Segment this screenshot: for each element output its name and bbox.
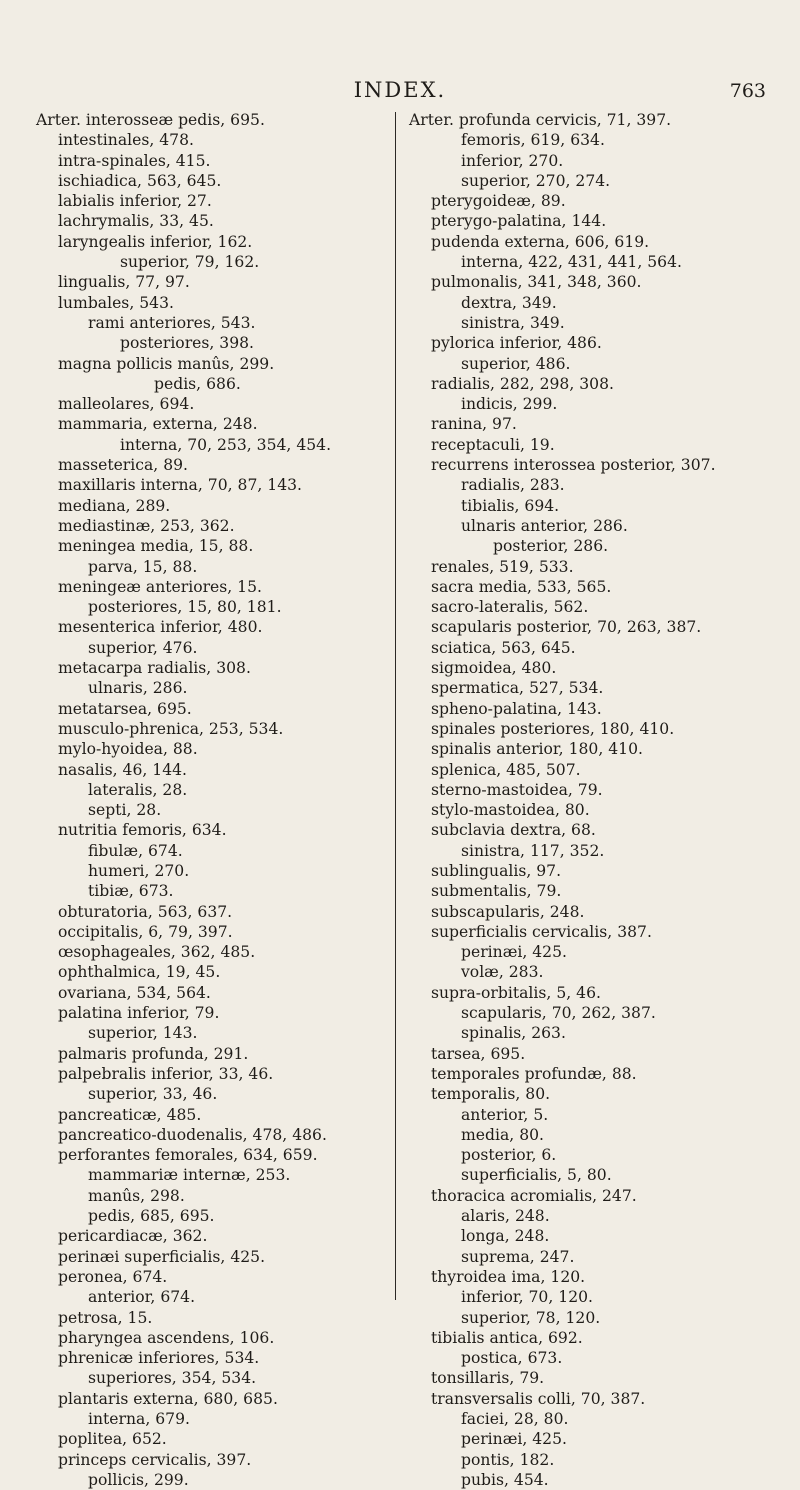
index-entry: interna, 422, 431, 441, 564. [461, 253, 682, 272]
index-entry: volæ, 283. [461, 963, 544, 982]
index-entry: pulmonalis, 341, 348, 360. [431, 273, 642, 292]
index-entry: superficialis cervicalis, 387. [431, 922, 652, 941]
index-entry: thoracica acromialis, 247. [431, 1186, 637, 1205]
index-entry: inferior, 270. [461, 151, 564, 170]
index-entry: petrosa, 15. [58, 1308, 153, 1327]
index-column-right [409, 110, 769, 1490]
index-entry: meningea media, 15, 88. [58, 537, 254, 556]
index-entry: superior, 143. [88, 1024, 198, 1043]
index-entry: posteriores, 398. [120, 334, 255, 353]
index-entry: subclavia dextra, 68. [431, 821, 596, 840]
index-entry: humeri, 270. [88, 861, 190, 880]
index-entry: spinalis anterior, 180, 410. [431, 740, 643, 759]
index-entry: lateralis, 28. [88, 780, 188, 799]
index-entry: recurrens interossea posterior, 307. [431, 456, 716, 475]
index-entry: posterior, 6. [461, 1146, 557, 1165]
index-entry: pterygoideæ, 89. [431, 192, 566, 211]
index-entry: pontis, 182. [461, 1450, 555, 1469]
index-entry: musculo-phrenica, 253, 534. [58, 719, 284, 738]
index-entry: media, 80. [461, 1125, 544, 1144]
column-divider [395, 112, 396, 1300]
index-entry: mylo-hyoidea, 88. [58, 740, 198, 759]
index-entry: radialis, 283. [461, 476, 565, 495]
index-entry: spinales posteriores, 180, 410. [431, 719, 675, 738]
index-entry: superiores, 354, 534. [88, 1369, 257, 1388]
index-column-left [36, 110, 396, 1490]
index-entry: ovariana, 534, 564. [58, 983, 211, 1002]
index-entry: submentalis, 79. [431, 882, 562, 901]
index-entry: alaris, 248. [461, 1207, 550, 1226]
index-entry: mammaria, externa, 248. [58, 415, 258, 434]
index-entry: pancreaticæ, 485. [58, 1105, 202, 1124]
index-entry: manûs, 298. [88, 1186, 185, 1205]
index-entry: maxillaris interna, 70, 87, 143. [58, 476, 303, 495]
index-entry: anterior, 674. [88, 1288, 196, 1307]
index-entry: lingualis, 77, 97. [58, 273, 190, 292]
index-entry: metacarpa radialis, 308. [58, 659, 251, 678]
index-entry: stylo-mastoidea, 80. [431, 801, 590, 820]
index-entry: postica, 673. [461, 1349, 563, 1368]
index-entry: œsophageales, 362, 485. [58, 943, 256, 962]
index-entry: spermatica, 527, 534. [431, 679, 604, 698]
index-entry: sacro-lateralis, 562. [431, 598, 589, 617]
index-entry: sinistra, 117, 352. [461, 841, 605, 860]
index-entry: pedis, 686. [154, 374, 241, 393]
page-header [0, 78, 800, 106]
index-entry: anterior, 5. [461, 1105, 549, 1124]
index-entry: subscapularis, 248. [431, 902, 585, 921]
index-entry: ulnaris anterior, 286. [461, 516, 628, 535]
index-entry: pterygo-palatina, 144. [431, 212, 607, 231]
index-entry: lumbales, 543. [58, 293, 174, 312]
index-entry: tibialis, 694. [461, 496, 560, 515]
index-entry: poplitea, 652. [58, 1430, 167, 1449]
index-entry: tarsea, 695. [431, 1044, 526, 1063]
index-entry: intra-spinales, 415. [58, 151, 211, 170]
index-entry: spheno-palatina, 143. [431, 699, 602, 718]
index-entry: malleolares, 694. [58, 395, 195, 414]
index-entry: tibiæ, 673. [88, 882, 174, 901]
index-entry: perforantes femorales, 634, 659. [58, 1146, 318, 1165]
index-entry: mesenterica inferior, 480. [58, 618, 263, 637]
index-entry: splenica, 485, 507. [431, 760, 581, 779]
index-entry: indicis, 299. [461, 395, 558, 414]
index-entry: superior, 33, 46. [88, 1085, 218, 1104]
index-entry: sacra media, 533, 565. [431, 577, 612, 596]
index-entry: suprema, 247. [461, 1247, 575, 1266]
index-entry: superior, 486. [461, 354, 571, 373]
index-entry: fibulæ, 674. [88, 841, 183, 860]
index-entry: renales, 519, 533. [431, 557, 574, 576]
index-entry: lachrymalis, 33, 45. [58, 212, 214, 231]
index-entry: pudenda externa, 606, 619. [431, 232, 650, 251]
index-entry: sinistra, 349. [461, 313, 565, 332]
index-entry: scapularis, 70, 262, 387. [461, 1004, 656, 1023]
index-entry: perinæi superficialis, 425. [58, 1247, 266, 1266]
index-entry: longa, 248. [461, 1227, 550, 1246]
index-entry: transversalis colli, 70, 387. [431, 1389, 646, 1408]
index-entry: temporalis, 80. [431, 1085, 551, 1104]
index-entry: mammariæ internæ, 253. [88, 1166, 291, 1185]
index-entry: parva, 15, 88. [88, 557, 198, 576]
index-entry: dextra, 349. [461, 293, 557, 312]
index-entry: ulnaris, 286. [88, 679, 188, 698]
index-entry: Arter. interosseæ pedis, 695. [36, 111, 265, 129]
index-entry: superior, 78, 120. [461, 1308, 601, 1327]
index-entry: intestinales, 478. [58, 131, 194, 150]
index-entry: mediana, 289. [58, 496, 171, 515]
index-entry: Arter. profunda cervicis, 71, 397. [409, 111, 672, 129]
index-entry: ischiadica, 563, 645. [58, 171, 222, 190]
index-entry: supra-orbitalis, 5, 46. [431, 983, 601, 1002]
index-entry: sigmoidea, 480. [431, 659, 557, 678]
index-entry: superficialis, 5, 80. [461, 1166, 612, 1185]
index-entry: superior, 270, 274. [461, 171, 611, 190]
index-entry: spinalis, 263. [461, 1024, 566, 1043]
index-entry: ranina, 97. [431, 415, 517, 434]
index-entry: radialis, 282, 298, 308. [431, 374, 614, 393]
index-entry: pubis, 454. [461, 1470, 549, 1489]
index-entry: palpebralis inferior, 33, 46. [58, 1064, 274, 1083]
index-entry: rami anteriores, 543. [88, 313, 256, 332]
index-entry: temporales profundæ, 88. [431, 1064, 637, 1083]
index-entry: tonsillaris, 79. [431, 1369, 545, 1388]
index-entry: pylorica inferior, 486. [431, 334, 602, 353]
index-entry: posterior, 286. [493, 537, 609, 556]
index-entry: interna, 70, 253, 354, 454. [120, 435, 332, 454]
index-entry: receptaculi, 19. [431, 435, 555, 454]
index-entry: pharyngea ascendens, 106. [58, 1328, 275, 1347]
index-entry: masseterica, 89. [58, 456, 188, 475]
index-entry: pericardiacæ, 362. [58, 1227, 208, 1246]
index-entry: posteriores, 15, 80, 181. [88, 598, 282, 617]
index-entry: obturatoria, 563, 637. [58, 902, 233, 921]
index-entry: sterno-mastoidea, 79. [431, 780, 603, 799]
index-entry: septi, 28. [88, 801, 162, 820]
index-entry: princeps cervicalis, 397. [58, 1450, 252, 1469]
index-entry: thyroidea ima, 120. [431, 1267, 586, 1286]
index-entry: laryngealis inferior, 162. [58, 232, 253, 251]
index-entry: magna pollicis manûs, 299. [58, 354, 275, 373]
index-entry: pollicis, 299. [88, 1470, 189, 1489]
index-entry: nasalis, 46, 144. [58, 760, 188, 779]
page-title: INDEX. [353, 78, 447, 102]
index-entry: pedis, 685, 695. [88, 1207, 215, 1226]
index-entry: interna, 679. [88, 1410, 190, 1428]
index-entry: perinæi, 425. [461, 1430, 567, 1449]
index-entry: metatarsea, 695. [58, 699, 192, 718]
index-entry: inferior, 70, 120. [461, 1288, 593, 1307]
index-entry: meningeæ anteriores, 15. [58, 577, 262, 596]
index-entry: superior, 476. [88, 638, 198, 657]
index-entry: sciatica, 563, 645. [431, 638, 576, 657]
index-entry: faciei, 28, 80. [461, 1410, 569, 1428]
index-entry: peronea, 674. [58, 1267, 168, 1286]
index-entry: ophthalmica, 19, 45. [58, 963, 221, 982]
index-entry: mediastinæ, 253, 362. [58, 516, 235, 535]
index-entry: labialis inferior, 27. [58, 192, 212, 211]
index-entry: nutritia femoris, 634. [58, 821, 227, 840]
index-entry: phrenicæ inferiores, 534. [58, 1349, 260, 1368]
index-entry: tibialis antica, 692. [431, 1328, 583, 1347]
index-entry: palatina inferior, 79. [58, 1004, 220, 1023]
index-entry: femoris, 619, 634. [461, 131, 605, 150]
page-number: 763 [729, 80, 766, 102]
index-entry: plantaris externa, 680, 685. [58, 1389, 278, 1408]
index-entry: superior, 79, 162. [120, 253, 260, 272]
index-entry: perinæi, 425. [461, 943, 567, 962]
index-entry: sublingualis, 97. [431, 861, 562, 880]
index-entry: occipitalis, 6, 79, 397. [58, 922, 233, 941]
index-entry: scapularis posterior, 70, 263, 387. [431, 618, 702, 637]
index-entry: pancreatico-duodenalis, 478, 486. [58, 1125, 327, 1144]
index-entry: palmaris profunda, 291. [58, 1044, 249, 1063]
